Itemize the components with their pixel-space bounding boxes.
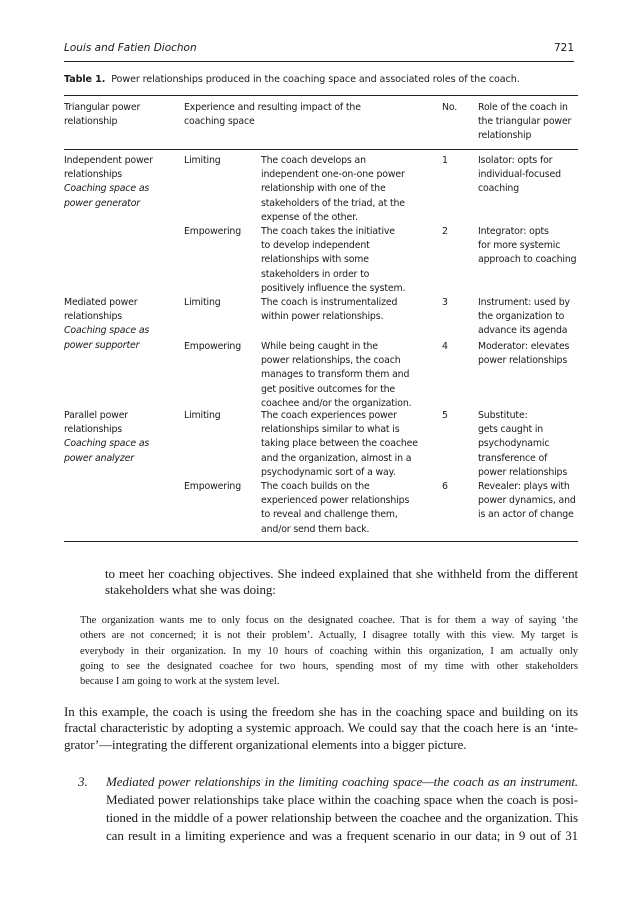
- column-header-experience: Experience and resulting impact of the coaching space: [184, 102, 361, 128]
- table-cell-role: Instrument: used by the organization to advance its agenda: [478, 297, 570, 337]
- page-number: 721: [553, 42, 574, 54]
- section-title: Mediated power relationships in the limiting coaching space—the coach as an instrument.: [106, 774, 578, 789]
- block-quote: The organization wants me to only focus on the designated coachee. That is for them a way of saying ‘the others are not concerned; it is not their problem’. Actually, I disagree totally with this view. My target is everybody in their organization. In my 10 hours of coaching within this organization, I am actually only going to see the designated coachee for two hours, spending most of my time with other stakeholders because I am going to work at the system level.: [80, 615, 578, 688]
- column-header-no: No.: [442, 102, 458, 113]
- table-cell-experience: Empowering: [184, 341, 242, 352]
- column-header-role: Role of the coach in the triangular power relationship: [478, 102, 572, 142]
- section-line: Mediated power relationships take place within the coaching space when the coach is posi-: [106, 792, 578, 807]
- body-continuation: to meet her coaching objectives. She indeed explained that she withheld from the different stakeholders what she was doing:: [105, 566, 578, 598]
- table-cell-impact: The coach experiences power relationships similar to what is taking place between the coachee and the organization, almost in a psychodynamic sort of a way.: [261, 410, 418, 478]
- running-header-authors: Louis and Fatien Diochon: [64, 42, 197, 54]
- table-cell-number: 4: [442, 341, 448, 352]
- table-cell-experience: Limiting: [184, 297, 221, 308]
- table-cell-impact: While being caught in the power relationships, the coach manages to transform them and get positive outcomes for the coachee and/or the organization.: [261, 341, 412, 409]
- table-caption: [64, 73, 578, 86]
- table-caption-text: Power relationships produced in the coaching space and associated roles of the coach.: [111, 74, 520, 85]
- table-cell-experience: Limiting: [184, 155, 221, 166]
- table-cell-number: 5: [442, 410, 448, 421]
- table-cell-role: Integrator: opts for more systemic approach to coaching: [478, 226, 577, 266]
- table-cell-number: 6: [442, 481, 448, 492]
- section-line: tioned in the middle of a power relationship between the coachee and the organization. This: [106, 810, 578, 825]
- table-group-relationship: Mediated power relationships Coaching space as power supporter: [64, 297, 150, 351]
- table-bottom-rule: [64, 541, 578, 542]
- table-cell-impact: The coach develops an independent one-on-one power relationship with one of the stakeholders of the triad, at the expense of the other.: [261, 155, 405, 223]
- table-cell-impact: The coach builds on the experienced power relationships to reveal and challenge them, and/or send them back.: [261, 481, 410, 535]
- table-top-rule: [64, 95, 578, 96]
- table-caption-label: Table 1.: [64, 74, 106, 85]
- header-rule: [64, 61, 574, 62]
- table-cell-role: Moderator: elevates power relationships: [478, 341, 570, 367]
- section-line: can result in a limiting experience and was a frequent scenario in our data; in 9 out of 31: [106, 828, 578, 843]
- body-paragraph: In this example, the coach is using the freedom she has in the coaching space and building on its fractal characteristic by adopting a systemic approach. We could say that the coach here is an ‘inte- grator’—integrating the different organizational elements into a bigger picture.: [64, 704, 578, 752]
- table-cell-number: 3: [442, 297, 448, 308]
- table-cell-experience: Empowering: [184, 226, 242, 237]
- table-cell-number: 1: [442, 155, 448, 166]
- table-cell-impact: The coach is instrumentalized within power relationships.: [261, 297, 398, 323]
- running-header: [64, 42, 574, 58]
- table-cell-role: Revealer: plays with power dynamics, and is an actor of change: [478, 481, 576, 521]
- table-cell-experience: Limiting: [184, 410, 221, 421]
- table-cell-experience: Empowering: [184, 481, 242, 492]
- table-group-relationship: Independent power relationships Coaching space as power generator: [64, 155, 153, 209]
- column-header-relationship: Triangular power relationship: [64, 102, 141, 128]
- table-cell-role: Substitute: gets caught in psychodynamic transference of power relationships: [478, 410, 568, 478]
- table-cell-role: Isolator: opts for individual-focused coaching: [478, 155, 561, 195]
- section-number: 3.: [78, 774, 88, 789]
- table-cell-impact: The coach takes the initiative to develop independent relationships with some stakeholders in order to positively influence the system.: [261, 226, 406, 294]
- table-header-rule: [64, 149, 578, 150]
- table-cell-number: 2: [442, 226, 448, 237]
- table-group-relationship: Parallel power relationships Coaching space as power analyzer: [64, 410, 150, 464]
